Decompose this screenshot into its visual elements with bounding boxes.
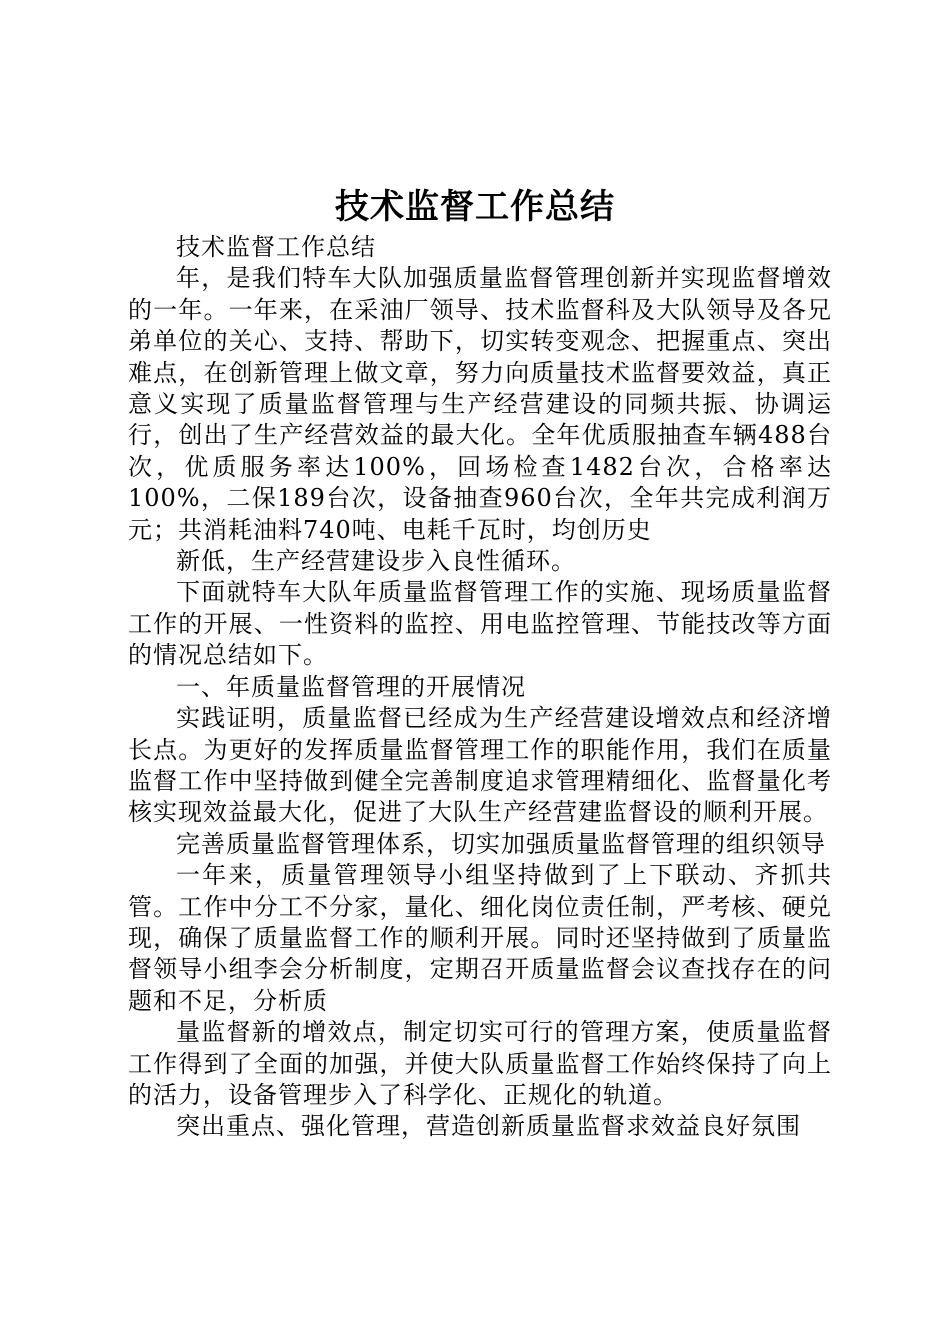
paragraph-practice: 实践证明，质量监督已经成为生产经营建设增效点和经济增长点。为更好的发挥质量监督管理工作的职能作用，我们在质量监督工作中坚持做到健全完善制度追求管理精细化、监督量化考核实现效益最大化，促进了大队生产经营建监督设的顺利开展。 [128,704,832,827]
paragraph-intro-continued: 新低，生产经营建设步入良性循环。 [176,547,576,576]
subsection-heading-2: 突出重点、强化管理，营造创新质量监督求效益良好氛围 [176,1112,801,1141]
subsection-heading: 完善质量监督管理体系，切实加强质量监督管理的组织领导 [176,829,826,858]
document-title: 技术监督工作总结 [335,187,615,227]
section-heading-1: 一、年质量监督管理的开展情况 [176,672,526,701]
document-body [128,232,832,1143]
paragraph-leadership-continued: 量监督新的增效点，制定切实可行的管理方案，使质量监督工作得到了全面的加强，并使大队质量监督工作始终保持了向上的活力，设备管理步入了科学化、正规化的轨道。 [128,1018,832,1109]
paragraph-leadership: 一年来，质量管理领导小组坚持做到了上下联动、齐抓共管。工作中分工不分家，量化、细化岗位责任制，严考核、硬兑现，确保了质量监督工作的顺利开展。同时还坚持做到了质量监督领导小组李会分析制度，定期召开质量监督会议查找存在的问题和不足，分析质 [128,861,832,1015]
paragraph-intro: 年，是我们特车大队加强质量监督管理创新并实现监督增效的一年。一年来，在采油厂领导、技术监督科及大队领导及各兄弟单位的关心、支持、帮助下，切实转变观念、把握重点、突出难点，在创新管理上做文章，努力向质量技术监督要效益，真正意义实现了质量监督管理与生产经营建设的同频共振、协调运行，创出了生产经营效益的最大化。全年优质服抽查车辆488台次，优质服务率达100%，回场检查1482台次，合格率达100%，二保189台次，设备抽查960台次，全年共完成利润万元；共消耗油料740吨、电耗千瓦时，均创历史 [128,264,832,544]
paragraph-overview: 下面就特车大队年质量监督管理工作的实施、现场质量监督工作的开展、一性资料的监控、用电监控管理、节能技改等方面的情况总结如下。 [128,578,832,670]
paragraph-subtitle: 技术监督工作总结 [176,233,376,261]
